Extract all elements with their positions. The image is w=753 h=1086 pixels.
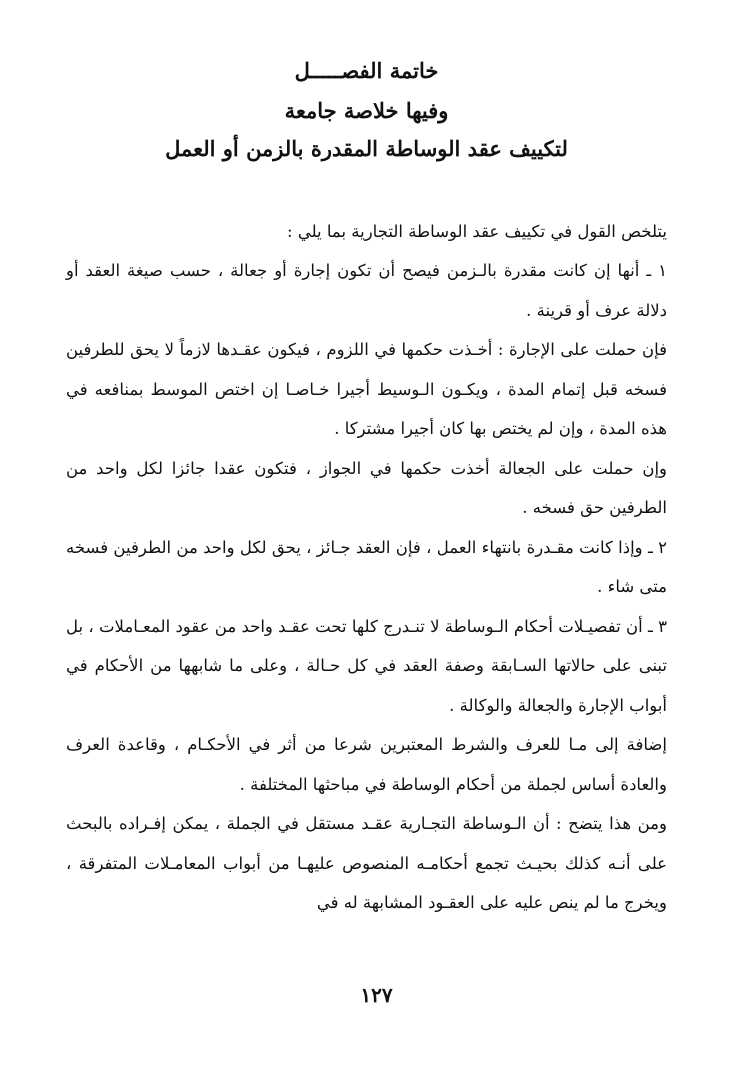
body-text xyxy=(66,212,667,923)
chapter-heading xyxy=(66,58,667,162)
paragraph-ijara: فإن حملت على الإجارة : أخـذت حكمها في اللزوم ، فيكون عقـدها لازماً لا يحق للطرفين فسخه قبل إتمام المدة ، ويكـون الـوسيط أجيرا خـاصـا إن اختص الموسط بمنافعه في هذه المدة ، وإن لم يختص بها كان أجيرا مشتركا . xyxy=(66,340,667,439)
paragraph-point-3: ٣ ـ أن تفصيـلات أحكام الـوساطة لا تنـدرج كلها تحت عقـد واحد من عقود المعـاملات ، بل تبنى على حالاتها السـابقة وصفة العقد في كل حـالة ، وعلى ما شابهها من الأحكام في أبواب الإجارة والجعالة والوكالة . xyxy=(66,616,667,715)
chapter-subtitle: وفيها خلاصة جامعة xyxy=(284,98,449,124)
paragraph-custom: إضافة إلى مـا للعرف والشرط المعتبرين شرعا من أثر في الأحكـام ، وقاعدة العرف والعادة أساس لجملة من أحكام الوساطة في مباحثها المختلفة . xyxy=(66,735,667,794)
chapter-subtitle-2: لتكييف عقد الوساطة المقدرة بالزمن أو العمل xyxy=(165,136,568,162)
paragraph-jiala: وإن حملت على الجعالة أخذت حكمها في الجواز ، فتكون عقدا جائزا لكل واحد من الطرفين حق فسخه . xyxy=(66,458,667,518)
paragraph-point-1: ١ ـ أنها إن كانت مقدرة بالـزمن فيصح أن تكون إجارة أو جعالة ، حسب صيغة العقد أو دلالة عرف أو قرينة . xyxy=(66,261,667,320)
paragraph-point-2: ٢ ـ وإذا كانت مقـدرة بانتهاء العمل ، فإن العقد جـائز ، يحق لكل واحد من الطرفين فسخه متى شاء . xyxy=(66,537,667,597)
paragraph-intro: يتلخص القول في تكييف عقد الوساطة التجارية بما يلي : xyxy=(287,221,667,241)
paragraph-conclusion: ومن هذا يتضح : أن الـوساطة التجـارية عقـد مستقل في الجملة ، يمكن إفـراده بالبحث على أنـه كذلك بحيـث تجمع أحكامـه المنصوص عليهـا من أبواب المعامـلات المتفرقة ، ويخرج ما لم ينص عليه على العقـود المشابهة له في xyxy=(66,814,667,913)
page-number: ١٢٧ xyxy=(360,983,393,1007)
chapter-title: خاتمة الفصـــــل xyxy=(294,58,439,83)
